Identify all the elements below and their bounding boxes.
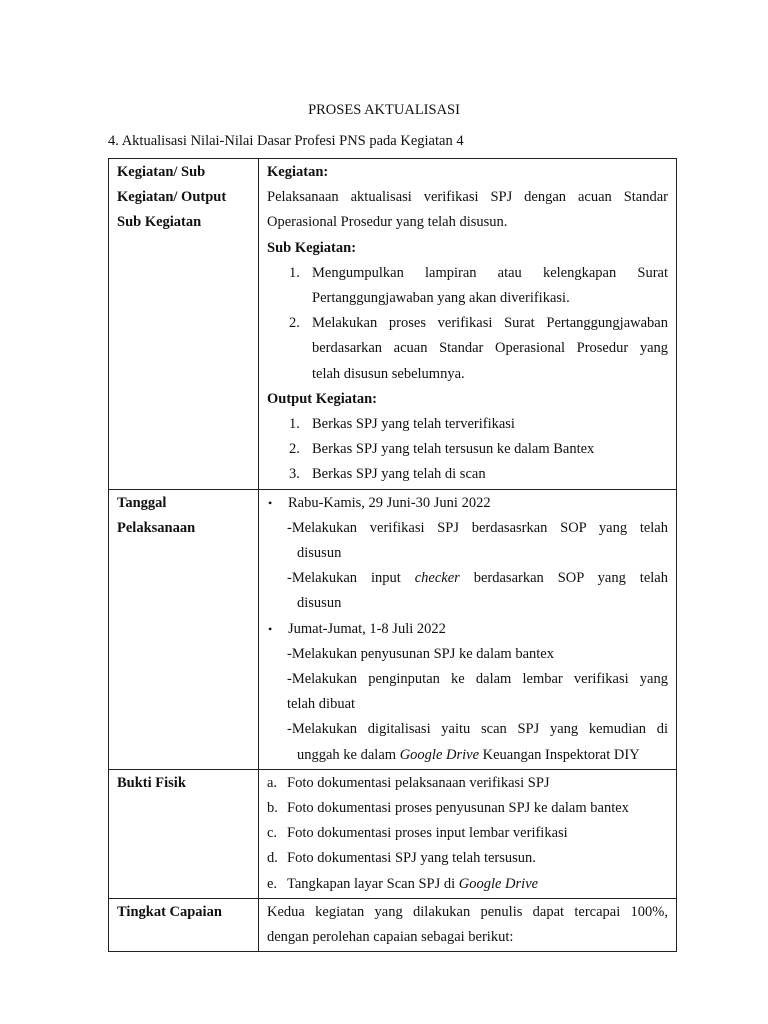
table-row-bukti: [109, 769, 677, 898]
period-title: Rabu-Kamis, 29 Juni-30 Juni 2022: [288, 494, 491, 511]
bullet-icon: •: [268, 621, 273, 636]
output-list: [267, 412, 668, 488]
list-item: [267, 796, 668, 821]
list-item-text: Berkas SPJ yang telah di scan: [312, 466, 486, 483]
list-item: [267, 311, 668, 387]
kegiatan-text: Pelaksanaan aktualisasi verifikasi SPJ dengan acuan Standar Operasional Prosedur yang telah disusun.: [267, 189, 668, 231]
list-letter: a.: [267, 774, 278, 791]
list-item: [267, 846, 668, 871]
label-line: Pelaksanaan: [117, 519, 196, 536]
output-heading: Output Kegiatan:: [267, 390, 377, 407]
activity-item: -Melakukan penginputan ke dalam lembar verifikasi yang telah dibuat: [287, 671, 668, 713]
row-content-tanggal: [259, 489, 677, 769]
period-list: [267, 617, 668, 642]
list-item-text: Foto dokumentasi proses input lembar verifikasi: [287, 825, 568, 842]
activity-item: -Melakukan digitalisasi yaitu scan SPJ yang kemudian di unggah ke dalam Google Drive Keuangan Inspektorat DIY: [287, 721, 668, 763]
kegiatan-heading: Kegiatan:: [267, 164, 329, 180]
list-item: [267, 462, 668, 487]
actualization-table: [108, 158, 677, 952]
section-heading: 4. Aktualisasi Nilai-Nilai Dasar Profesi PNS pada Kegiatan 4: [108, 133, 464, 149]
period-list: [267, 491, 668, 516]
row-label-tanggal: [109, 489, 259, 769]
row-content-capaian: [259, 898, 677, 951]
italic-term: Google Drive: [458, 875, 539, 892]
row-label-kegiatan: [109, 159, 259, 490]
italic-term: checker: [414, 570, 460, 587]
list-number: 1.: [289, 416, 300, 433]
list-item-text: Foto dokumentasi pelaksanaan verifikasi SPJ: [287, 774, 550, 791]
table-row-kegiatan: [109, 159, 677, 490]
label-line: Tanggal: [117, 494, 167, 511]
row-content-bukti: [259, 769, 677, 898]
period-title: Jumat-Jumat, 1-8 Juli 2022: [288, 620, 446, 637]
table-row-capaian: [109, 898, 677, 951]
capaian-line: Kedua kegiatan yang dilakukan penulis dapat tercapai 100%,: [267, 903, 668, 920]
list-letter: b.: [267, 800, 278, 817]
label-line: Kegiatan/ Output: [117, 189, 227, 206]
list-item-text: Foto dokumentasi SPJ yang telah tersusun.: [287, 850, 536, 867]
page-title: PROSES AKTUALISASI: [308, 102, 460, 118]
list-item: [267, 412, 668, 437]
list-item-text: Berkas SPJ yang telah terverifikasi: [312, 416, 515, 433]
sub-kegiatan-heading: Sub Kegiatan:: [267, 239, 357, 256]
list-item: [267, 261, 668, 311]
activity-item: -Melakukan input checker berdasarkan SOP yang telah disusun: [287, 570, 668, 612]
sub-kegiatan-list: [267, 261, 668, 387]
list-number: 1.: [289, 264, 300, 281]
period-activities: [267, 642, 668, 768]
period-item: [267, 617, 668, 642]
list-item: [267, 437, 668, 462]
list-letter: e.: [267, 875, 278, 892]
capaian-line: dengan perolehan capaian sebagai berikut:: [267, 929, 514, 946]
list-item-text: Mengumpulkan lampiran atau kelengkapan Surat Pertanggungjawaban yang akan diverifikasi.: [312, 264, 668, 307]
list-item-text: Tangkapan layar Scan SPJ di Google Drive: [287, 875, 539, 892]
row-label-bukti: Bukti Fisik: [109, 769, 259, 898]
list-letter: c.: [267, 825, 278, 842]
list-item: [267, 771, 668, 796]
label-line: Kegiatan/ Sub: [117, 164, 206, 180]
list-item-text: Berkas SPJ yang telah tersusun ke dalam Bantex: [312, 441, 595, 458]
list-number: 3.: [289, 466, 300, 483]
list-number: 2.: [289, 441, 300, 458]
activity-item: -Melakukan penyusunan SPJ ke dalam bantex: [287, 645, 554, 662]
evidence-list: [267, 771, 668, 897]
activity-item: -Melakukan verifikasi SPJ berdasasrkan SOP yang telah disusun: [287, 519, 668, 562]
table-row-tanggal: [109, 489, 677, 769]
period-item: [267, 491, 668, 516]
list-item-text: Foto dokumentasi proses penyusunan SPJ ke dalam bantex: [287, 800, 629, 817]
row-content-kegiatan: [259, 159, 677, 490]
list-item-text: Melakukan proses verifikasi Surat Pertanggungjawaban berdasarkan acuan Standar Operasional Prosedur yang telah disusun sebelumnya.: [312, 315, 668, 382]
italic-term: Google Drive: [399, 746, 480, 763]
list-number: 2.: [289, 315, 300, 332]
list-letter: d.: [267, 850, 278, 867]
label-line: Sub Kegiatan: [117, 214, 202, 231]
period-activities: [267, 516, 668, 617]
row-label-capaian: Tingkat Capaian: [109, 898, 259, 951]
list-item: [267, 821, 668, 846]
bullet-icon: •: [268, 495, 273, 510]
list-item: [267, 872, 668, 897]
